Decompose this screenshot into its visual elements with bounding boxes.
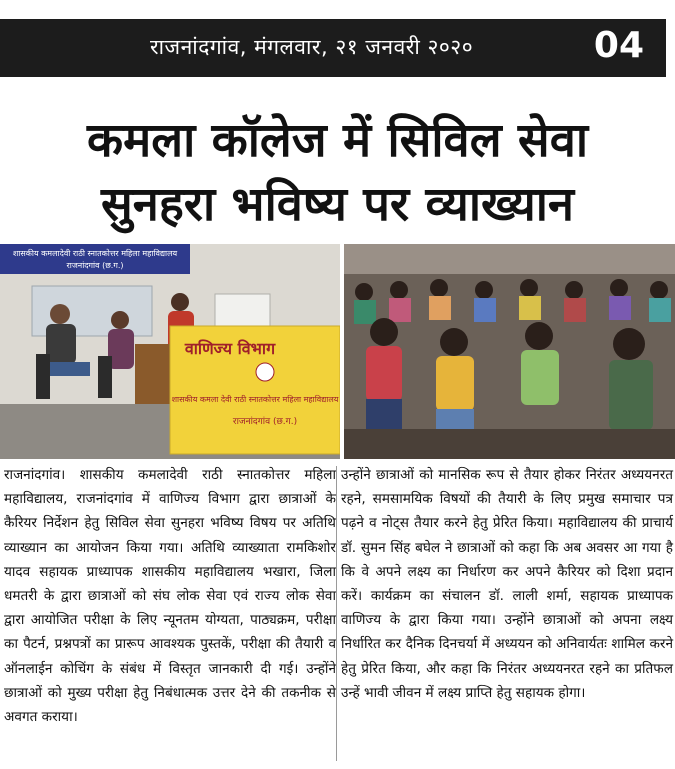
department-banner-title: वाणिज्य विभाग: [184, 339, 276, 358]
article-column-1: राजनांदगांव। शासकीय कमलादेवी राठी स्नातकोत्तर महिला महाविद्यालय, राजनांदगांव में वाणिज्य विभाग द्वारा छात्राओं के कैरियर निर्देशन हेतु सिविल सेवा सुनहरा भविष्य विषय पर अतिथि व्याख्यान का आयोजन किया गया। अतिथि व्याख्याता रामकिशोर यादव सहायक प्राध्यापक शासकीय महाविद्यालय भखारा, जिला धमतरी के द्वारा छात्राओं को संघ लोक सेवा एवं राज्य लोक सेवा द्वारा आयोजित परीक्षा के लिए न्यूनतम योग्यता, पाठ्यक्रम, परीक्षा का पैटर्न, प्रश्नपत्रों का प्रारूप आवश्यक पुस्तकें, परीक्षा की तैयारी व ऑनलाईन कोचिंग के संबंध में विस्तृत जानकारी दी गई। उन्होंने छात्राओं को मुख्य परीक्षा हेतु निबंधात्मक उत्तर देने की तकनीक से अवगत कराया।: [4, 467, 336, 726]
article-column-2: उन्होंने छात्राओं को मानसिक रूप से तैयार होकर निरंतर अध्ययनरत रहने, समसामयिक विषयों की तैयारी के लिए प्रमुख समाचार पत्र पढ़ने व नोट्स तैयार करने हेतु प्रेरित किया। महाविद्यालय की प्राचार्य डॉ. सुमन सिंह बघेल ने छात्राओं को कहा कि अब अवसर आ गया है कि वे अपने लक्ष्य का निर्धारण कर अपने कैरियर को दिशा प्रदान करें। कार्यक्रम का संचालन डॉ. लाली शर्मा, सहायक प्राध्यापक वाणिज्य के द्वारा किया गया। उन्होंने छात्राओं को अपना लक्ष्य निर्धारित कर दैनिक दिनचर्या में अध्ययन को अनिवार्यतः शामिल करने हेतु प्रेरित किया, और कहा कि निरंतर अध्ययनरत रहने का प्रतिफल उन्हें भावी जीवन में लक्ष्य प्राप्ति हेतु सहायक होगा।: [341, 467, 673, 701]
guest-head: [50, 304, 70, 324]
principal-head: [111, 311, 129, 329]
hall-ceiling: [344, 244, 675, 274]
headline-line-2: सुनहरा भविष्य पर व्याख्यान: [100, 177, 575, 232]
department-banner-city: राजनांदगांव (छ.ग.): [232, 417, 298, 427]
audience-illustration: [344, 244, 675, 459]
speaker-head: [171, 293, 189, 311]
column-divider: [336, 466, 337, 761]
chair: [36, 354, 50, 399]
guest-legs: [50, 362, 90, 376]
hall-floor: [344, 429, 675, 459]
student-audience-photo: [344, 244, 675, 459]
headline-line-1: कमला कॉलेज में सिविल सेवा: [87, 113, 588, 168]
college-banner-top-city: राजनांदगांव (छ.ग.): [66, 261, 124, 270]
page-header: [0, 19, 666, 77]
lecture-stage-illustration: [0, 244, 340, 459]
podium: [135, 344, 175, 404]
dateline: राजनांदगांव, मंगलवार, २१ जनवरी २०२०: [150, 35, 474, 59]
page-number: 04: [593, 25, 644, 66]
college-seal: [256, 363, 274, 381]
guest-body: [46, 324, 76, 364]
college-banner-top-text: शासकीय कमलादेवी राठी स्नातकोत्तर महिला महाविद्यालय: [12, 249, 178, 258]
department-banner-college: शासकीय कमला देवी राठी स्नातकोत्तर महिला महाविद्यालय: [171, 395, 339, 404]
chair: [98, 356, 112, 398]
lecture-stage-photo: [0, 244, 340, 459]
